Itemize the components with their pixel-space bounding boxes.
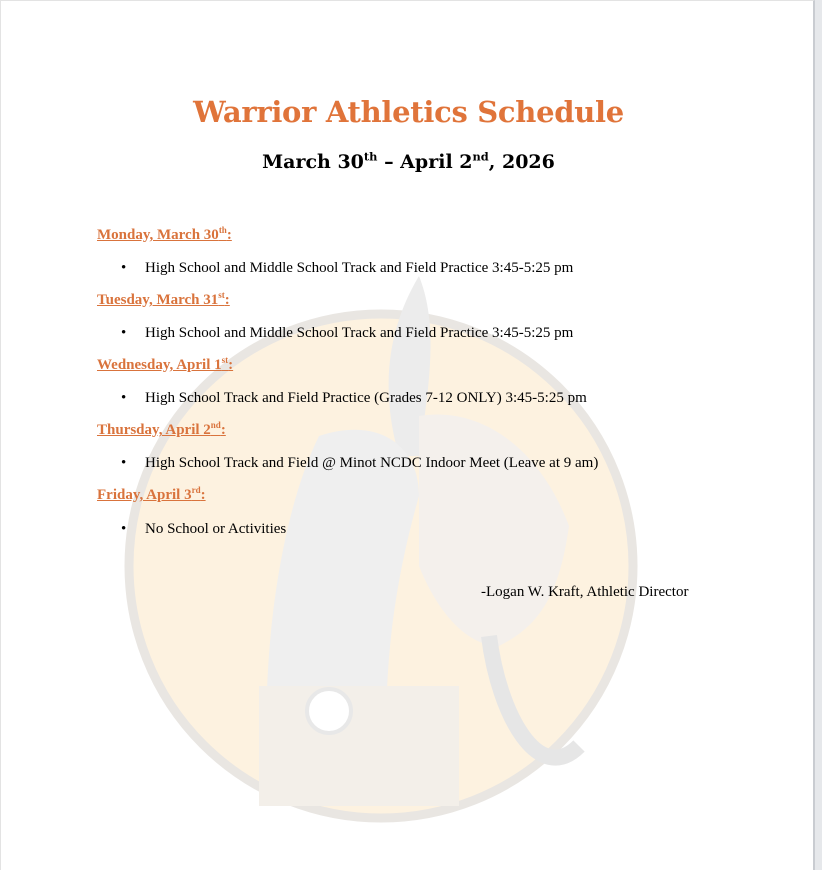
page-title: Warrior Athletics Schedule bbox=[193, 95, 624, 129]
day-heading-tuesday: Tuesday, March 31st: bbox=[97, 290, 230, 308]
list-item: • High School Track and Field @ Minot NCDC Indoor Meet (Leave at 9 am) bbox=[121, 455, 599, 471]
end-date-suffix: nd bbox=[472, 149, 489, 164]
date-range-subtitle bbox=[1, 151, 816, 173]
bullet-icon: • bbox=[121, 260, 127, 276]
list-item: • High School and Middle School Track and Field Practice 3:45-5:25 pm bbox=[121, 260, 574, 276]
list-item: • High School and Middle School Track and Field Practice 3:45-5:25 pm bbox=[121, 325, 574, 341]
bullet-icon: • bbox=[121, 325, 127, 341]
year: , 2026 bbox=[488, 151, 555, 173]
end-date: – April 2 bbox=[377, 151, 473, 173]
bullet-icon: • bbox=[121, 455, 127, 471]
warrior-logo-watermark bbox=[119, 266, 644, 826]
day-heading-wednesday: Wednesday, April 1st: bbox=[97, 355, 234, 373]
day-heading-thursday: Thursday, April 2nd: bbox=[97, 420, 226, 438]
list-item: • No School or Activities bbox=[121, 521, 287, 537]
day-heading-monday: Monday, March 30th: bbox=[97, 225, 232, 243]
bullet-icon: • bbox=[121, 390, 127, 406]
bullet-icon: • bbox=[121, 521, 127, 537]
start-date-suffix: th bbox=[363, 149, 378, 164]
signature: -Logan W. Kraft, Athletic Director bbox=[481, 584, 689, 600]
day-heading-friday: Friday, April 3rd: bbox=[97, 485, 206, 503]
list-item: • High School Track and Field Practice (Grades 7-12 ONLY) 3:45-5:25 pm bbox=[121, 390, 587, 406]
start-date: March 30 bbox=[262, 151, 364, 173]
